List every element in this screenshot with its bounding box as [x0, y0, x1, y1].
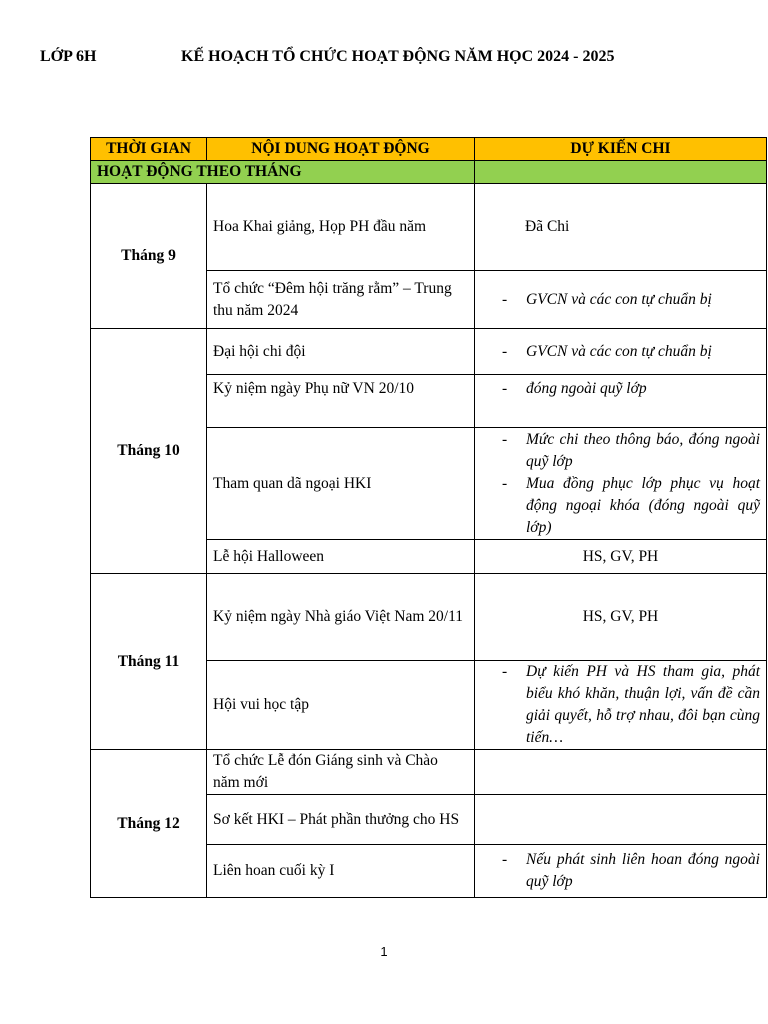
activity-plan-table: [90, 137, 767, 898]
budget-cell: Đã Chi: [475, 184, 767, 271]
month-cell: Tháng 11: [91, 574, 207, 750]
table-row: [91, 184, 767, 271]
section-row: [91, 161, 767, 184]
activity-cell: Tổ chức Lễ đón Giáng sinh và Chào năm mới: [207, 750, 475, 795]
budget-note: - Mua đồng phục lớp phục vụ hoạt động ngoại khóa (đóng ngoài quỹ lớp): [481, 473, 760, 539]
table-row: [91, 574, 767, 661]
column-header-budget: DỰ KIẾN CHI: [475, 138, 767, 161]
budget-note: - Nếu phát sinh liên hoan đóng ngoài quỹ lớp: [481, 849, 760, 893]
budget-note: - đóng ngoài quỹ lớp: [481, 378, 760, 400]
budget-note: - GVCN và các con tự chuẩn bị: [481, 341, 760, 363]
activity-cell: Đại hội chi đội: [207, 329, 475, 375]
month-cell: Tháng 12: [91, 750, 207, 898]
budget-note: - Dự kiến PH và HS tham gia, phát biểu khó khăn, thuận lợi, vấn đề cần giải quyết, hỗ trợ nhau, đôi bạn cùng tiến…: [481, 661, 760, 749]
month-cell: Tháng 10: [91, 329, 207, 574]
budget-note: - GVCN và các con tự chuẩn bị: [481, 289, 760, 311]
activity-cell: Hội vui học tập: [207, 661, 475, 750]
activity-cell: Tham quan dã ngoại HKI: [207, 428, 475, 540]
budget-cell: [475, 329, 767, 375]
class-label: LỚP 6H: [40, 48, 97, 65]
activity-cell: Hoa Khai giảng, Họp PH đầu năm: [207, 184, 475, 271]
budget-cell: [475, 661, 767, 750]
table-row: [91, 750, 767, 795]
budget-note: - Mức chi theo thông báo, đóng ngoài quỹ lớp: [481, 429, 760, 473]
budget-cell: HS, GV, PH: [475, 574, 767, 661]
budget-cell: [475, 375, 767, 428]
activity-cell: Tổ chức “Đêm hội trăng rằm” – Trung thu năm 2024: [207, 271, 475, 329]
activity-cell: Liên hoan cuối kỳ I: [207, 845, 475, 898]
document-title: KẾ HOẠCH TỔ CHỨC HOẠT ĐỘNG NĂM HỌC 2024 - 2025: [181, 48, 615, 65]
column-header-activity: NỘI DUNG HOẠT ĐỘNG: [207, 138, 475, 161]
activity-cell: Kỷ niệm ngày Phụ nữ VN 20/10: [207, 375, 475, 428]
budget-cell: [475, 750, 767, 795]
page-number: 1: [380, 944, 388, 959]
column-header-time: THỜI GIAN: [91, 138, 207, 161]
budget-cell: [475, 845, 767, 898]
section-title: HOẠT ĐỘNG THEO THÁNG: [91, 161, 475, 184]
budget-cell: [475, 428, 767, 540]
budget-cell: [475, 271, 767, 329]
budget-cell: HS, GV, PH: [475, 540, 767, 574]
activity-cell: Lễ hội Halloween: [207, 540, 475, 574]
activity-cell: Sơ kết HKI – Phát phần thưởng cho HS: [207, 795, 475, 845]
table-header-row: [91, 138, 767, 161]
budget-cell: [475, 795, 767, 845]
activity-cell: Kỷ niệm ngày Nhà giáo Việt Nam 20/11: [207, 574, 475, 661]
table-row: [91, 329, 767, 375]
month-cell: Tháng 9: [91, 184, 207, 329]
section-empty-cell: [475, 161, 767, 184]
